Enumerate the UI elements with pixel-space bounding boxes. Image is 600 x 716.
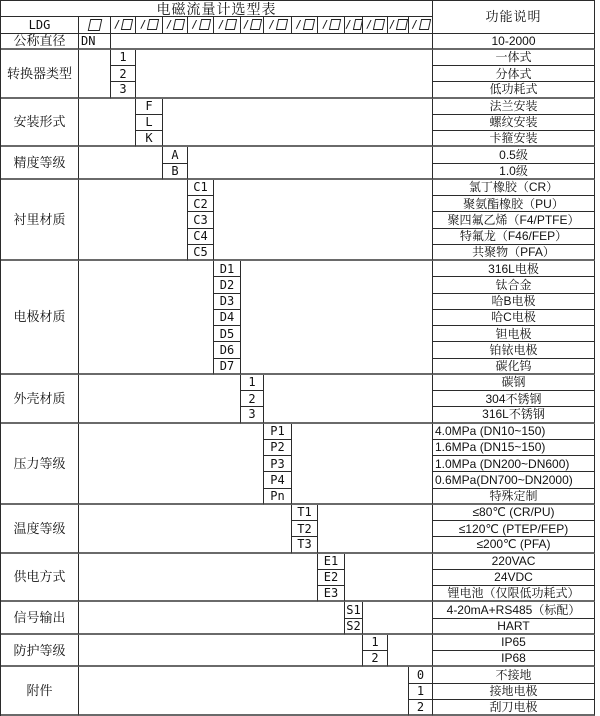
spacer-cell: [79, 424, 264, 505]
option-desc: 4-20mA+RS485（标配）: [433, 602, 595, 618]
option-box: [199, 19, 211, 30]
option-box: [225, 19, 237, 30]
slash: /: [388, 18, 396, 32]
option-desc: 10-2000: [433, 34, 595, 50]
option-desc: 铂铱电极: [433, 342, 595, 358]
option-code: E1: [318, 554, 345, 570]
section-label-protection-rating: 防护等级: [1, 635, 79, 668]
section-label-signal-output: 信号输出: [1, 602, 79, 635]
option-desc: ≤200℃ (PFA): [433, 537, 595, 553]
option-code: C1: [188, 180, 214, 196]
option-desc: 低功耗式: [433, 82, 595, 98]
section-label-liner-material: 衬里材质: [1, 180, 79, 261]
option-desc: HART: [433, 619, 595, 635]
option-desc: 碳钢: [433, 375, 595, 391]
option-code: 0: [409, 667, 433, 683]
model-slot-10: [345, 17, 363, 33]
spacer-cell: [79, 554, 318, 603]
option-box: [276, 19, 288, 30]
option-code: D3: [214, 294, 241, 310]
spacer-cell: [79, 375, 241, 424]
slash: /: [165, 18, 173, 32]
option-desc: 特氟龙（F46/FEP）: [433, 229, 595, 245]
option-code: 2: [363, 651, 388, 667]
spacer-cell: [79, 50, 111, 99]
spacer-cell: [136, 50, 433, 99]
model-base-slot: [79, 17, 111, 33]
option-box: [173, 19, 185, 30]
option-code: P3: [264, 456, 292, 472]
option-code: D7: [214, 359, 241, 375]
model-slot-12: [388, 17, 409, 33]
option-desc: 316L不锈钢: [433, 407, 595, 423]
option-desc: ≤120℃ (PTEP/FEP): [433, 521, 595, 537]
model-slot-11: [363, 17, 388, 33]
option-code: D6: [214, 342, 241, 358]
option-desc: 不接地: [433, 667, 595, 683]
option-code: C2: [188, 196, 214, 212]
slash: /: [268, 18, 275, 32]
option-code: P4: [264, 472, 292, 488]
slash: /: [321, 18, 329, 32]
spacer-cell: [388, 635, 433, 668]
option-box: [303, 19, 315, 30]
option-box: [419, 19, 431, 30]
spacer-cell: [241, 261, 433, 375]
option-box: [329, 19, 341, 30]
option-desc: 刮刀电极: [433, 700, 595, 716]
option-code: K: [136, 131, 163, 147]
option-desc: 聚氨酯橡胶（PU）: [433, 196, 595, 212]
option-desc: 一体式: [433, 50, 595, 66]
option-code: L: [136, 115, 163, 131]
option-desc: IP65: [433, 635, 595, 651]
spacer-cell: [79, 635, 363, 668]
option-code: P2: [264, 440, 292, 456]
spacer-cell: [363, 602, 433, 635]
spacer-cell: [318, 505, 433, 554]
section-label-temperature-rating: 温度等级: [1, 505, 79, 554]
option-desc: 4.0MPa (DN10~150): [433, 424, 595, 440]
option-code: T3: [292, 537, 318, 553]
option-desc: 锂电池（仅限低功耗式）: [433, 586, 595, 602]
option-code: B: [163, 164, 188, 180]
option-code: D5: [214, 326, 241, 342]
option-code: 1: [241, 375, 264, 391]
option-desc: 钽电极: [433, 326, 595, 342]
function-column-header: 功能说明: [433, 1, 595, 34]
option-desc: 碳化钨: [433, 359, 595, 375]
option-code: C4: [188, 229, 214, 245]
option-code: S1: [345, 602, 363, 618]
option-desc: 接地电极: [433, 684, 595, 700]
slash: /: [139, 18, 147, 32]
spacer-cell: [111, 34, 433, 50]
option-desc: 分体式: [433, 66, 595, 82]
option-code: 2: [409, 700, 433, 716]
option-box: [396, 19, 408, 30]
slash: /: [242, 18, 250, 32]
option-box: [88, 19, 103, 31]
option-desc: 1.0级: [433, 164, 595, 180]
slash: /: [345, 18, 352, 32]
option-code: F: [136, 99, 163, 115]
model-slot-8: [292, 17, 318, 33]
spacer-cell: [79, 99, 136, 148]
option-code: D2: [214, 277, 241, 293]
option-code: Pn: [264, 489, 292, 505]
option-code: E2: [318, 570, 345, 586]
section-label-housing-material: 外壳材质: [1, 375, 79, 424]
model-slot-3: [163, 17, 188, 33]
option-code: 1: [409, 684, 433, 700]
option-desc: 共聚物（PFA）: [433, 245, 595, 261]
option-code: D4: [214, 310, 241, 326]
option-desc: 24VDC: [433, 570, 595, 586]
option-desc: 304不锈钢: [433, 391, 595, 407]
option-desc: 1.6MPa (DN15~150): [433, 440, 595, 456]
option-desc: 哈B电极: [433, 294, 595, 310]
section-label-nominal-diameter: 公称直径: [1, 34, 79, 50]
section-label-accuracy: 精度等级: [1, 147, 79, 180]
option-desc: 聚四氟乙烯（F4/PTFE）: [433, 212, 595, 228]
spacer-cell: [163, 99, 433, 148]
section-label-accessories: 附件: [1, 667, 79, 716]
spacer-cell: [79, 602, 345, 635]
spacer-cell: [79, 505, 292, 554]
option-box: [147, 19, 159, 30]
option-desc: 氯丁橡胶（CR）: [433, 180, 595, 196]
spacer-cell: [79, 147, 163, 180]
model-slot-9: [318, 17, 345, 33]
model-slot-2: [136, 17, 163, 33]
option-code: T2: [292, 521, 318, 537]
model-slot-13: [409, 17, 433, 33]
model-slot-5: [214, 17, 241, 33]
option-desc: 法兰安装: [433, 99, 595, 115]
option-box: [352, 19, 363, 30]
option-code: 2: [241, 391, 264, 407]
slash: /: [365, 18, 373, 32]
option-desc: 0.5级: [433, 147, 595, 163]
slash: /: [191, 18, 198, 32]
spacer-cell: [264, 375, 433, 424]
option-desc: ≤80℃ (CR/PU): [433, 505, 595, 521]
option-code: C5: [188, 245, 214, 261]
option-code: E3: [318, 586, 345, 602]
option-code: P1: [264, 424, 292, 440]
option-desc: 哈C电极: [433, 310, 595, 326]
slash: /: [411, 18, 418, 32]
spacer-cell: [188, 147, 433, 180]
spacer-cell: [79, 180, 188, 261]
option-code: A: [163, 147, 188, 163]
slash: /: [113, 18, 121, 32]
option-code: 3: [241, 407, 264, 423]
model-slot-1: [111, 17, 136, 33]
table-title: 电磁流量计选型表: [1, 1, 433, 17]
option-box: [373, 19, 385, 30]
option-code: DN: [79, 34, 111, 50]
spacer-cell: [79, 261, 214, 375]
option-desc: 316L电极: [433, 261, 595, 277]
model-prefix: LDG: [1, 17, 79, 33]
option-code: 1: [363, 635, 388, 651]
option-desc: 卡箍安装: [433, 131, 595, 147]
option-code: T1: [292, 505, 318, 521]
option-desc: 1.0MPa (DN200~DN600): [433, 456, 595, 472]
model-slot-6: [241, 17, 264, 33]
section-label-installation: 安装形式: [1, 99, 79, 148]
option-desc: 0.6MPa(DN700~DN2000): [433, 472, 595, 488]
option-code: C3: [188, 212, 214, 228]
option-desc: 220VAC: [433, 554, 595, 570]
option-code: D1: [214, 261, 241, 277]
option-box: [121, 19, 133, 30]
slash: /: [217, 18, 225, 32]
spacer-cell: [79, 667, 409, 716]
slash: /: [295, 18, 302, 32]
spacer-cell: [345, 554, 433, 603]
spacer-cell: [214, 180, 433, 261]
model-slot-4: [188, 17, 214, 33]
spacer-cell: [292, 424, 433, 505]
option-code: 3: [111, 82, 136, 98]
section-label-converter-type: 转换器类型: [1, 50, 79, 99]
option-code: 1: [111, 50, 136, 66]
option-code: 2: [111, 66, 136, 82]
option-desc: 螺纹安装: [433, 115, 595, 131]
model-slot-7: [264, 17, 292, 33]
option-code: S2: [345, 619, 363, 635]
option-desc: IP68: [433, 651, 595, 667]
option-desc: 钛合金: [433, 277, 595, 293]
section-label-pressure-rating: 压力等级: [1, 424, 79, 505]
option-desc: 特殊定制: [433, 489, 595, 505]
section-label-power-supply: 供电方式: [1, 554, 79, 603]
option-box: [250, 19, 262, 30]
section-label-electrode-material: 电极材质: [1, 261, 79, 375]
